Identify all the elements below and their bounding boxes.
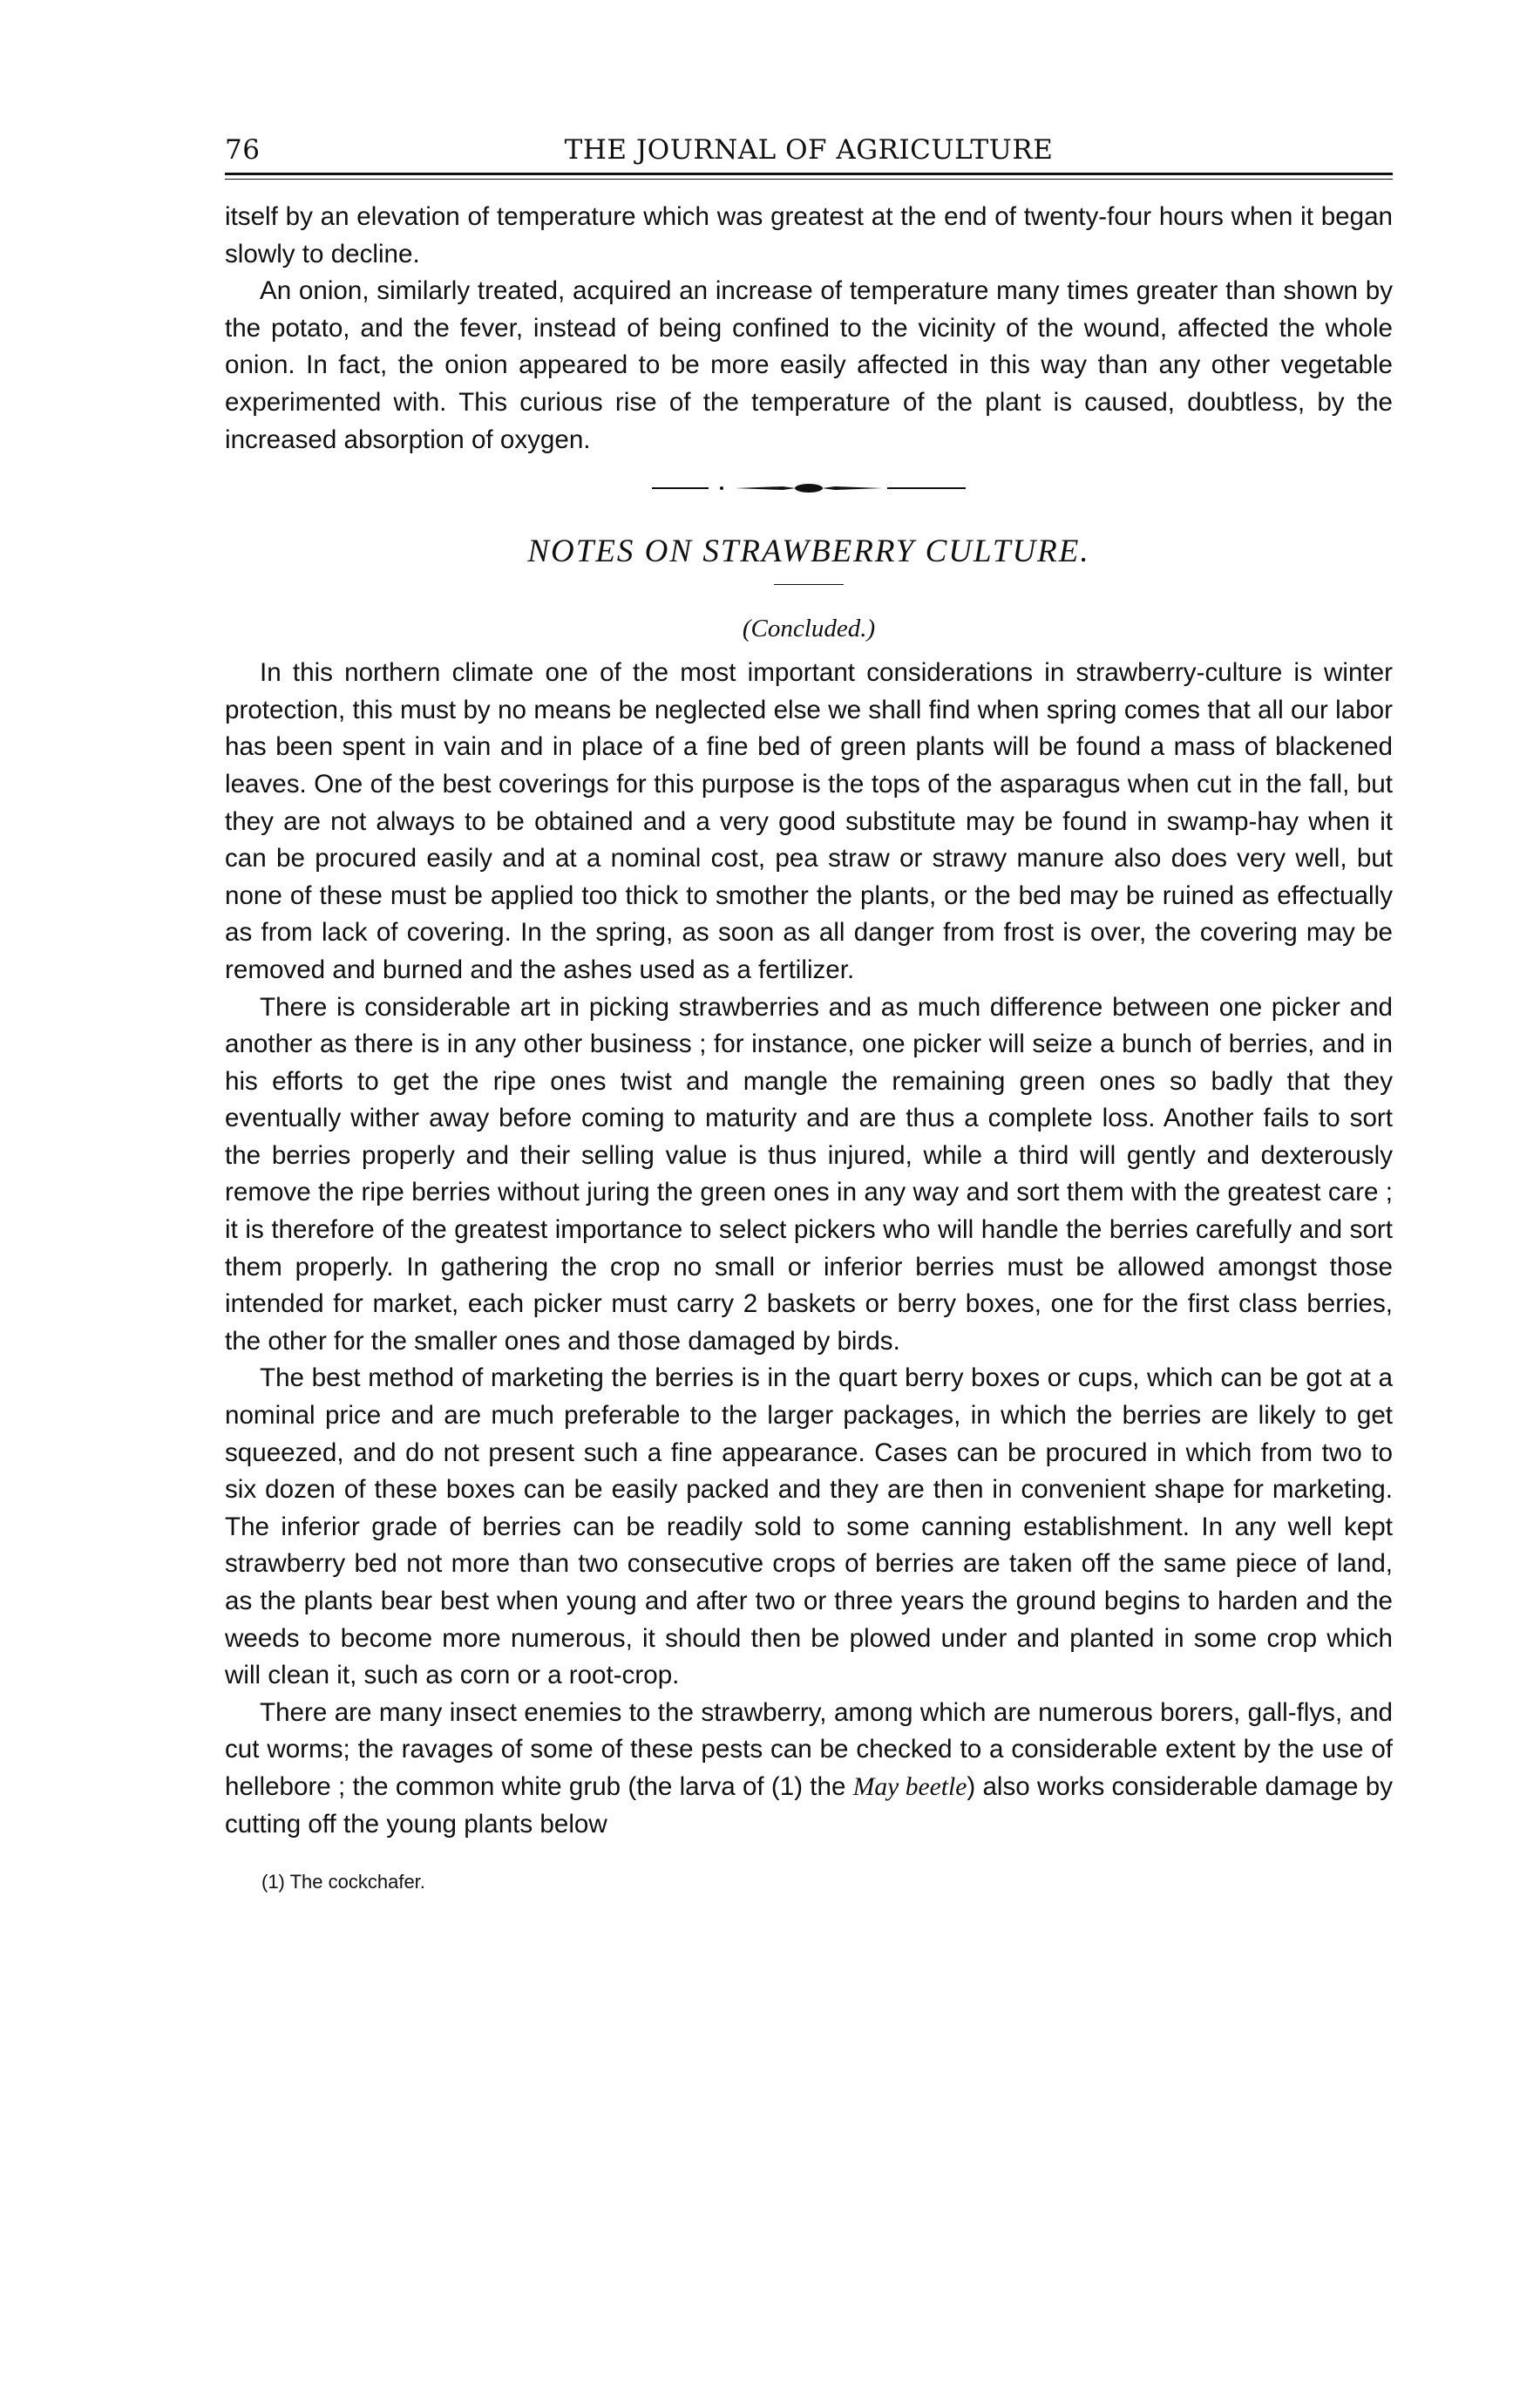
- journal-page: [225, 131, 1393, 1895]
- intro-paragraph-1: itself by an elevation of temperature which was greatest at the end of twenty-four hours when it began slowly to decline.: [225, 202, 1393, 269]
- running-title: THE JOURNAL OF AGRICULTURE: [564, 134, 1054, 166]
- may-beetle-italic: May beetle: [852, 1772, 967, 1801]
- page-number: 76: [225, 134, 261, 166]
- article-paragraph-1: In this northern climate one of the most important considerations in strawberry-culture is winter protection, this must by no means be neglected else we shall find when spring comes that all our labor has been spent in vain and in place of a fine bed of green plants will be found a mass of blackened leaves. One of the best coverings for this purpose is the tops of the asparagus when cut in the fall, but they are not always to be obtained and a very good substitute may be found in swamp-hay when it can be procured easily and at a nominal cost, pea straw or strawy manure also does very well, but none of these must be applied too thick to smother the plants, or the bed may be ruined as effectually as from lack of covering. In the spring, as soon as all danger from frost is over, the covering may be removed and burned and the ashes used as a fertilizer.: [225, 658, 1393, 984]
- paragraph-4-start: There are many insect enemies to the strawberry, among which are numerous borers, gall-flys, and cut worms; the ravages of some of these pests can be checked to a considerable extent by the use of hellebore ; the common white grub (the larva of (1) the: [225, 1697, 1393, 1801]
- article-paragraph-3: The best method of marketing the berries is in the quart berry boxes or cups, which can be got at a nominal price and are much preferable to the larger packages, in which the berries are likely to get squeezed, and do not present such a fine appearance. Cases can be procured in which from two to six dozen of these boxes can be easily packed and they are then in convenient shape for marketing. The inferior grade of berries can be readily sold to some canning establishment. In any well kept strawberry bed not more than two consecutive crops of berries are taken off the same piece of land, as the plants bear best when young and after two or three years the ground begins to harden and the weeds to become more numerous, it should then be plowed under and planted in some crop which will clean it, such as corn or a root-crop.: [225, 1363, 1393, 1690]
- article-paragraph-4: [225, 1695, 1393, 1843]
- article-title: NOTES ON STRAWBERRY CULTURE.: [527, 534, 1090, 570]
- article-paragraph-2: There is considerable art in picking strawberries and as much difference between one picker and another as there is in any other business ; for instance, one picker will seize a bunch of berries, and in his efforts to get the ripe ones twist and mangle the remaining green ones so badly that they eventually wither away before coming to maturity and are thus a complete loss. Another fails to sort the berries properly and their selling value is thus injured, while a third will gently and dexterously remove the ripe berries without juring the green ones in any way and sort them with the greatest care ; it is therefore of the greatest importance to select pickers who will handle the berries carefully and sort them properly. In gathering the crop no small or inferior berries must be allowed amongst those intended for market, each picker must carry 2 baskets or berry boxes, one for the first class berries, the other for the smaller ones and those damaged by birds.: [225, 992, 1393, 1356]
- section-divider-ornament: [652, 478, 966, 499]
- page-body: [225, 199, 1393, 1843]
- ornament-rule-icon: [652, 478, 966, 499]
- paragraph-4-end: ) also works considerable damage by cutting off the young plants below: [225, 1771, 1393, 1839]
- article-subtitle: (Concluded.): [742, 615, 876, 643]
- page-header: [225, 131, 1393, 169]
- header-double-rule: [225, 173, 1393, 180]
- intro-paragraph-2: An onion, similarly treated, acquired an increase of temperature many times greater than shown by the potato, and the fever, instead of being confined to the vicinity of the wound, affected the whole onion. In fact, the onion appeared to be more easily affected in this way than any other vegetable experimented with. This curious rise of the temperature of the plant is caused, doubtless, by the increased absorption of oxygen.: [225, 276, 1393, 454]
- title-underline: [774, 584, 844, 585]
- footnote: (1) The cockchafer.: [261, 1871, 425, 1893]
